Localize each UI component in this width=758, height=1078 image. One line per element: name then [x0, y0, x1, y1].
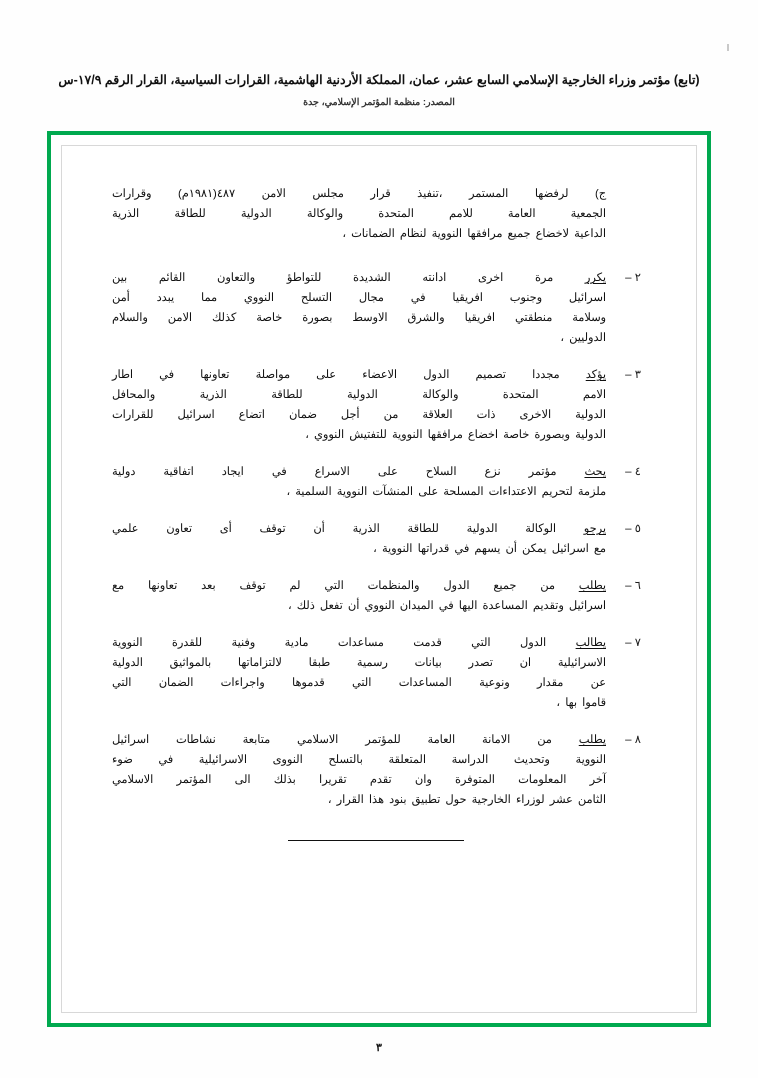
clause-item: [92, 184, 660, 244]
clause-verb: يحث: [584, 466, 606, 478]
clause-line: الامم المتحدة والوكالة الدولية للطاقة الذرية والمحافل: [112, 389, 606, 401]
clause-line: آخر المعلومات المتوفرة وان تقدم تقريرا بذلك الى المؤتمر الاسلامي: [112, 774, 606, 786]
clause-marker: ٢ –: [625, 272, 641, 284]
clause-line: الثامن عشر لوزراء الخارجية حول تطبيق بنود هذا القرار ،: [327, 794, 606, 806]
divider-line: [288, 840, 464, 841]
clause-item: [92, 633, 660, 713]
clause-body: [92, 462, 606, 502]
clause-item: [92, 730, 660, 810]
clause-line: الداعية لاخضاع جميع مرافقها النووية لنظام الضمانات ،: [342, 228, 606, 240]
clause-body: [92, 268, 606, 348]
clause-item: [92, 268, 660, 348]
clause-line: يرجو الوكالة الدولية للطاقة الذرية أن توقف أى تعاون علمي: [112, 523, 606, 535]
clause-item: [92, 462, 660, 502]
clause-body: [92, 365, 606, 445]
clause-line: يحث مؤتمر نزع السلاح على الاسراع في ايجاد اتفاقية دولية: [112, 466, 606, 478]
scan-speck: [727, 44, 729, 51]
clause-verb: يؤكد: [585, 369, 606, 381]
clause-line: النووية وتحديث الدراسة المتعلقة بالتسلح النووى الاسرائيلية في ضوء: [112, 754, 606, 766]
clause-marker: ٤ –: [625, 466, 641, 478]
section-divider: [92, 840, 660, 841]
clause-line: يطلب من جميع الدول والمنظمات التي لم توقف بعد تعاونها مع: [112, 580, 606, 592]
clause-line: الجمعية العامة للامم المتحدة والوكالة الدولية للطاقة الذرية: [112, 208, 606, 220]
clause-line: الدوليين ،: [560, 332, 606, 344]
clause-item: [92, 365, 660, 445]
clause-marker: ٨ –: [625, 734, 641, 746]
clause-body: [92, 730, 606, 810]
clause-marker: ٥ –: [625, 523, 641, 535]
clause-line: ملزمة لتحريم الاعتداءات المسلحة على المنشآت النووية السلمية ،: [286, 486, 606, 498]
clause-verb: يطلب: [578, 580, 606, 592]
page-scan-area: [61, 145, 697, 1013]
clause-line: الدولية وبصورة خاصة اخضاع مرافقها النووية للتفتيش النووي ،: [305, 429, 606, 441]
clause-line: مع اسرائيل يمكن أن يسهم في قدراتها النووية ،: [373, 543, 606, 555]
clause-marker: ٦ –: [625, 580, 641, 592]
page-number: ٣: [376, 1042, 382, 1054]
clause-verb: يرجو: [583, 523, 606, 535]
clause-body: [92, 633, 606, 713]
clause-line: ج) لرفضها المستمر ،تنفيذ قرار مجلس الامن ٤٨٧(١٩٨١م) وقرارات: [112, 188, 606, 200]
clause-line: الدولية الاخرى ذات العلاقة من أجل ضمان اتضاع اسرائيل للقرارات: [112, 409, 606, 421]
clause-marker: ٣ –: [625, 369, 641, 381]
clause-marker: ٧ –: [625, 637, 641, 649]
clause-line: اسرائيل وتقديم المساعدة اليها في الميدان النووي أن تفعل ذلك ،: [288, 600, 606, 612]
clause-line: يطلب من الامانة العامة للمؤتمر الاسلامي متابعة نشاطات اسرائيل: [112, 734, 606, 746]
clause-list: [92, 184, 660, 841]
clause-verb: يكرر: [584, 272, 606, 284]
clause-body: [92, 184, 606, 244]
clause-verb: يطالب: [575, 637, 606, 649]
header-source: المصدر: منظمة المؤتمر الإسلامي، جدة: [303, 97, 455, 109]
clause-line: عن مقدار ونوعية المساعدات التي قدموها واجراءات الضمان التي: [112, 677, 606, 689]
clause-body: [92, 576, 606, 616]
clause-line: يطالب الدول التي قدمت مساعدات مادية وفنية للقدرة النووية: [112, 637, 606, 649]
clause-item: [92, 576, 660, 616]
document-header: [0, 72, 758, 108]
clause-line: اسرائيل وجنوب افريقيا في مجال التسلح النووي مما يبدد أمن: [112, 292, 606, 304]
clause-line: الاسرائيلية ان تصدر بيانات رسمية طبقا لالتزاماتها بالمواثيق الدولية: [112, 657, 606, 669]
header-title: (تابع) مؤتمر وزراء الخارجية الإسلامي السابع عشر، عمان، المملكة الأردنية الهاشمية، القرارات السياسية، القرار الرقم ١٧/٩-س: [58, 73, 700, 87]
clause-line: يكرر مرة اخرى ادانته الشديدة للتواطؤ والتعاون القائم بين: [112, 272, 606, 284]
clause-line: قاموا بها ،: [556, 697, 606, 709]
clause-verb: يطلب: [578, 734, 606, 746]
clause-item: [92, 519, 660, 559]
green-border-frame: [47, 131, 711, 1027]
clause-body: [92, 519, 606, 559]
clause-marker: [606, 184, 660, 186]
clause-line: وسلامة منطقتي افريقيا والشرق الاوسط بصورة خاصة كذلك الامن والسلام: [112, 312, 606, 324]
clause-line: يؤكد مجددا تصميم الدول الاعضاء على مواصلة تعاونها في اطار: [112, 369, 606, 381]
